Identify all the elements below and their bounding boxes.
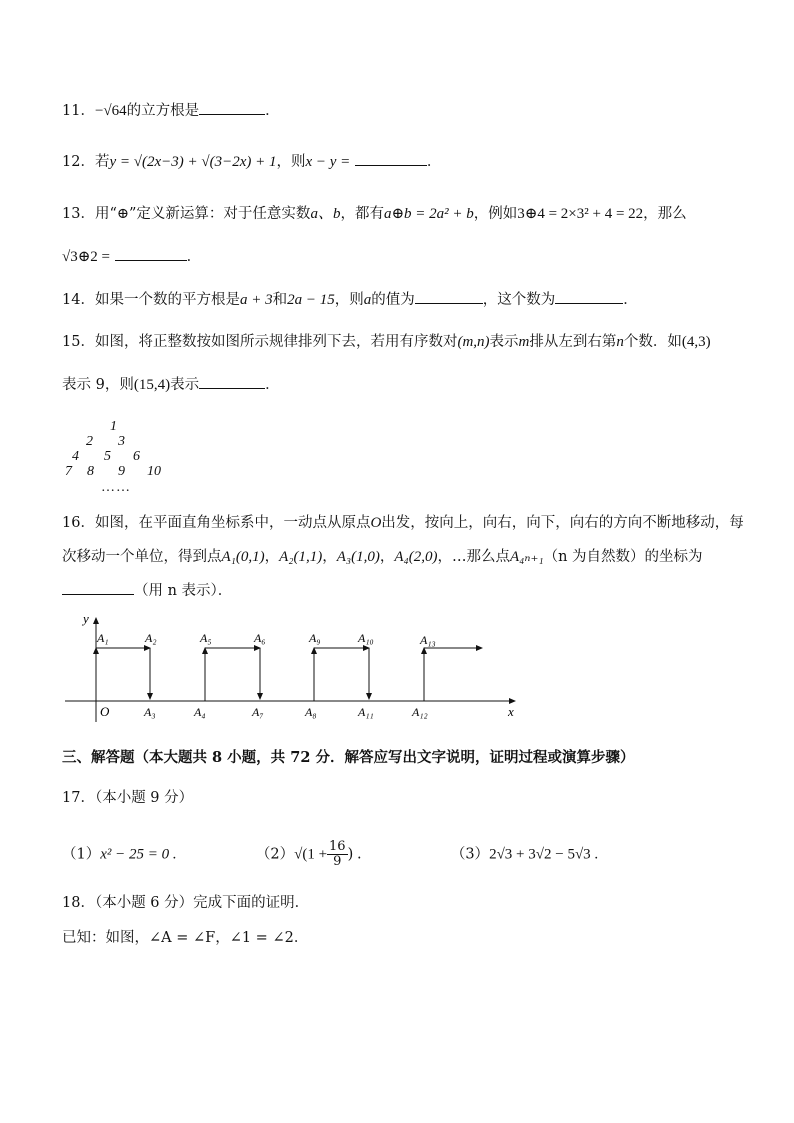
triangle-number: 8 — [87, 464, 94, 479]
triangle-dots: …… — [101, 480, 131, 495]
question-16: 16．如图，在平面直角坐标系中，一动点从原点O出发，按向上，向右，向下，向右的方向不断地移动，每 — [62, 515, 744, 531]
question-18-given: 已知：如图，∠A = ∠F，∠1 = ∠2． — [62, 930, 309, 946]
point-label: A₉ — [309, 631, 321, 645]
question-14: 14．如果一个数的平方根是a + 3和2a − 15，则a的值为 ，这个数为 ． — [62, 289, 638, 310]
question-13: 13．用“⊕”定义新运算：对于任意实数a、b，都有a⊕b = 2a² + b，例如3⊕4 = 2×3² + 4 = 22，那么 — [62, 206, 687, 222]
question-12: 12．若y = √(2x−3) + √(3−2x) + 1，则x − y = ． — [62, 151, 441, 172]
point-label: A₄ — [194, 705, 206, 719]
point-label: A₇ — [252, 705, 264, 719]
answer-blank-13[interactable] — [115, 246, 187, 261]
triangle-number: 10 — [147, 464, 161, 479]
section-3-title: 三、解答题（本大题共 8 小题，共 72 分．解答应写出文字说明，证明过程或演算步骤） — [62, 749, 635, 766]
triangle-number: 7 — [65, 464, 72, 479]
point-label: A₁₀ — [358, 631, 374, 645]
triangle-number: 9 — [118, 464, 125, 479]
question-16-line2: 次移动一个单位，得到点A₁(0,1)，A₂(1,1)，A₃(1,0)，A₄(2,0)，…那么点A₄ₙ₊₁（n 为自然数）的坐标为 — [62, 549, 703, 565]
point-label: A₁ — [97, 631, 109, 645]
question-15-line2: 表示 9，则(15,4)表示 ． — [62, 374, 280, 395]
triangle-number: 5 — [104, 449, 111, 464]
point-label: A₃ — [144, 705, 156, 719]
point-label: A₂ — [145, 631, 157, 645]
question-13-line2: √3⊕2 = ． — [62, 246, 201, 267]
question-11: 11．−√64的立方根是 ． — [62, 100, 280, 121]
question-17-title: 17．（本小题 9 分） — [62, 790, 194, 806]
answer-blank-14a[interactable] — [415, 289, 483, 304]
fraction: $\frac{16}{9}$ — [329, 839, 346, 869]
question-16-line3: （用 n 表示）． — [62, 580, 232, 601]
triangle-number: 3 — [118, 434, 125, 449]
coordinate-graph — [60, 610, 530, 725]
answer-blank-16[interactable] — [62, 580, 134, 595]
y-axis-label: y — [83, 611, 89, 626]
triangle-number: 1 — [110, 419, 117, 434]
point-label: A₁₁ — [358, 705, 374, 719]
x-axis-label: x — [508, 704, 514, 719]
answer-blank-11[interactable] — [199, 100, 265, 115]
triangle-number: 2 — [86, 434, 93, 449]
question-15: 15．如图，将正整数按如图所示规律排列下去，若用有序数对(m,n)表示m排从左到右第n个数．如(4,3) — [62, 334, 711, 350]
answer-blank-14b[interactable] — [555, 289, 623, 304]
triangle-number: 6 — [133, 449, 140, 464]
answer-blank-12[interactable] — [355, 151, 427, 166]
question-17-parts: （1）x² − 25 = 0 . （2）√(1 + $\frac{16}{9}$ ) . （3）2√3 + 3√2 − 5√3 . — [62, 839, 599, 869]
answer-blank-15[interactable] — [199, 374, 265, 389]
point-label: A₁₃ — [420, 633, 436, 647]
point-label: A₆ — [254, 631, 266, 645]
question-18-title: 18．（本小题 6 分）完成下面的证明． — [62, 895, 310, 911]
triangle-number: 4 — [72, 449, 79, 464]
point-label: A₈ — [305, 705, 317, 719]
point-label: A₅ — [200, 631, 212, 645]
origin-label: O — [100, 704, 110, 719]
point-label: A₁₂ — [412, 705, 428, 719]
